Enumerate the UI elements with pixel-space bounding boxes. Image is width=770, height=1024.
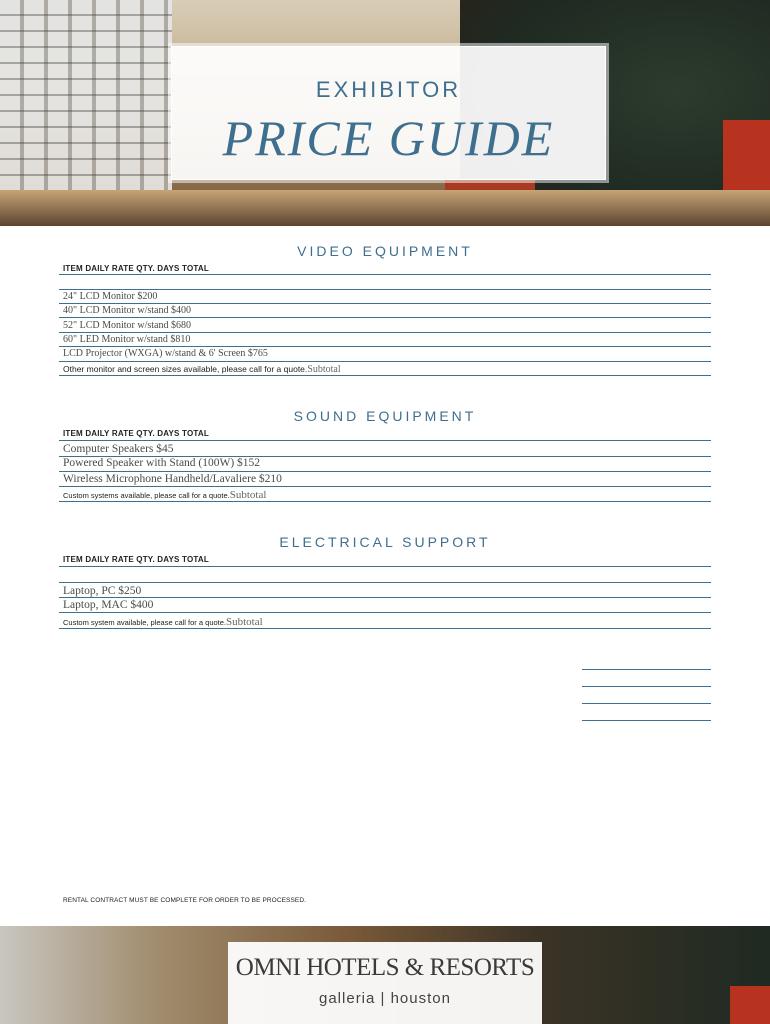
- divider: [59, 612, 711, 613]
- video-section-title: VIDEO EQUIPMENT: [297, 243, 473, 259]
- electrical-section-title: ELECTRICAL SUPPORT: [279, 534, 491, 550]
- sound-section-title: SOUND EQUIPMENT: [293, 408, 477, 424]
- title-box: [172, 47, 605, 179]
- divider: [59, 375, 711, 376]
- electrical-note: [63, 616, 263, 628]
- title-price-guide: PRICE GUIDE: [222, 110, 555, 166]
- sound-column-headers: ITEM DAILY RATE QTY. DAYS TOTAL: [63, 429, 209, 438]
- divider: [59, 289, 711, 290]
- electrical-item: Laptop, MAC $400: [63, 599, 154, 611]
- divider: [59, 346, 711, 347]
- sound-item: Wireless Microphone Handheld/Lavaliere $210: [63, 473, 282, 485]
- summary-line: [582, 686, 711, 687]
- divider: [59, 332, 711, 333]
- divider: [59, 303, 711, 304]
- divider: [59, 501, 711, 502]
- sound-item: Computer Speakers $45: [63, 443, 174, 455]
- electrical-note-text: Custom system available, please call for a quote.: [63, 618, 226, 627]
- divider: [59, 566, 711, 567]
- title-exhibitor: EXHIBITOR: [315, 77, 462, 102]
- footer-photo: [0, 926, 770, 1024]
- summary-line: [582, 703, 711, 704]
- divider: [59, 582, 711, 583]
- video-subtotal-label: Subtotal: [307, 364, 341, 375]
- electrical-column-headers: ITEM DAILY RATE QTY. DAYS TOTAL: [63, 555, 209, 564]
- omni-logo: [228, 942, 542, 1024]
- logo-location: galleria | houston: [319, 990, 451, 1007]
- video-note: [63, 364, 341, 375]
- sound-note: [63, 489, 266, 501]
- video-item: 52" LCD Monitor w/stand $680: [63, 320, 191, 331]
- electrical-subtotal-label: Subtotal: [226, 616, 263, 628]
- hero-photo: [0, 0, 770, 226]
- electrical-item: Laptop, PC $250: [63, 585, 142, 597]
- summary-line: [582, 669, 711, 670]
- rental-contract-note: RENTAL CONTRACT MUST BE COMPLETE FOR ORDER TO BE PROCESSED.: [63, 897, 307, 904]
- video-item: 60" LED Monitor w/stand $810: [63, 334, 191, 345]
- divider: [59, 628, 711, 629]
- sound-subtotal-label: Subtotal: [229, 489, 267, 501]
- sound-item: Powered Speaker with Stand (100W) $152: [63, 457, 261, 469]
- logo-wordmark: OMNI HOTELS & RESORTS: [235, 954, 535, 981]
- video-item: 24" LCD Monitor $200: [63, 291, 158, 302]
- video-note-text: Other monitor and screen sizes available, please call for a quote.: [63, 364, 308, 374]
- divider: [59, 317, 711, 318]
- patio-ground: [0, 190, 770, 226]
- divider: [59, 486, 711, 487]
- divider: [59, 440, 711, 441]
- divider: [59, 597, 711, 598]
- summary-line: [582, 720, 711, 721]
- divider: [59, 274, 711, 275]
- video-item: 40" LCD Monitor w/stand $400: [63, 305, 191, 316]
- divider: [59, 471, 711, 472]
- red-wall: [730, 986, 770, 1024]
- video-column-headers: ITEM DAILY RATE QTY. DAYS TOTAL: [63, 264, 209, 273]
- divider: [59, 361, 711, 362]
- video-item: LCD Projector (WXGA) w/stand & 6' Screen $765: [63, 348, 268, 359]
- red-wall: [723, 120, 770, 190]
- sound-note-text: Custom systems available, please call for a quote.: [63, 491, 230, 500]
